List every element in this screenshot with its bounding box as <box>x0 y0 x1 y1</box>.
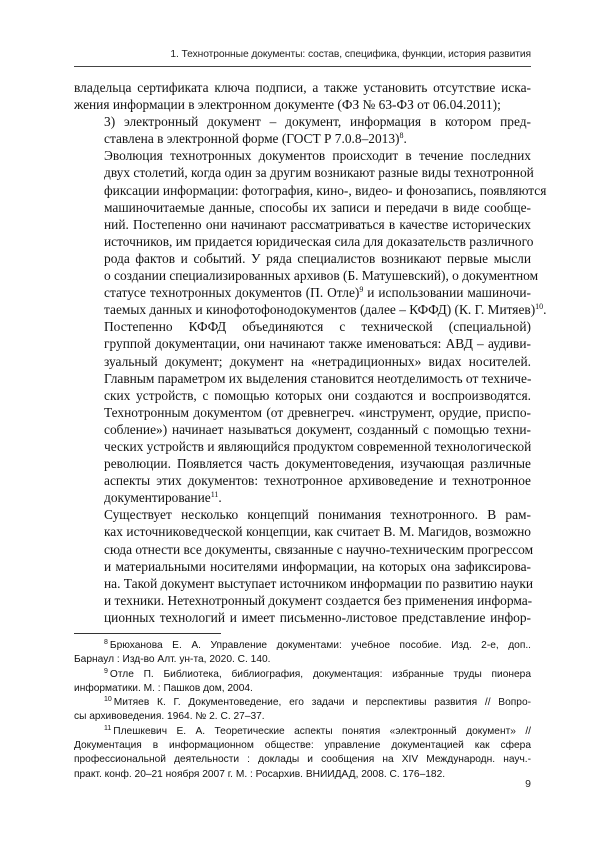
footnote-line: Документация в информационном обществе: управление документацией как сфера <box>74 740 531 752</box>
text-line: ках источниковедческой концепции, как считает В. М. Магидов, возможно <box>104 524 531 540</box>
text-line: и материальными носителями информации, на которых она зафиксирова- <box>104 558 531 574</box>
text-fragment: и использовании машиночи- <box>363 285 531 301</box>
text-line: ческих устройств и являющийся продуктом современной технологической <box>104 438 532 454</box>
text-line: рода фактов и событий. У ряда специалистов возникают первые мысли <box>104 250 531 266</box>
text-line: Технотронным документом (от древнегреч. «инструмент, орудие, приспо- <box>104 404 531 420</box>
paragraph-3 <box>74 147 547 318</box>
text-fragment: ставлена в электронной форме (ГОСТ Р 7.0.8–2013) <box>104 131 400 147</box>
text-line: Главным параметром их выделения становится неотделимость от техниче- <box>104 370 532 386</box>
text-line <box>74 130 531 147</box>
text-fragment: Митяев К. Г. Документоведение, его задачи и перспективы развития // Вопро- <box>113 697 531 709</box>
text-fragment: документирование <box>104 490 211 506</box>
footnote-mark: 8 <box>104 639 108 646</box>
text-line: жения информации в электронном документе (ФЗ № 63-ФЗ от 06.04.2011); <box>74 97 501 113</box>
header-rule <box>74 66 531 67</box>
footnote-mark: 9 <box>104 667 108 675</box>
text-line: 3) электронный документ – документ, информация в котором пред- <box>104 114 531 130</box>
text-line: владельца сертификата ключа подписи, а также установить отсутствие иска- <box>74 80 531 95</box>
text-line: аспекты этих документов: технотронное архивоведение и технотронное <box>104 473 531 489</box>
footnote-line <box>74 668 531 682</box>
text-line: зуальный документ; документ на «нетрадиционных» видах носителей. <box>104 353 531 369</box>
footnote-line: практ. конф. 20–21 ноября 2007 г. М. : Росархив. ВНИИДАД, 2008. С. 176–182. <box>74 768 446 780</box>
text-line: и техники. Нетехнотронный документ создается без применения информа- <box>104 592 533 608</box>
text-fragment: . <box>218 490 222 506</box>
footnote-line <box>74 696 531 710</box>
text-fragment: Отле П. Библиотека, библиография, документация: избранные труды пионера <box>109 668 531 680</box>
text-line: ционных технологий и имеет письменно-листовое представление инфор- <box>104 609 531 625</box>
footnote-line <box>74 725 531 739</box>
footnote-line: информатики. М. : Пашков дом, 2004. <box>74 682 253 694</box>
text-line: собление») начинает называться документ, созданный с помощью техни- <box>104 421 531 437</box>
text-fragment: таемых данных и кинофотофонодокументов (далее – КФФД) (К. Г. Митяев) <box>104 302 536 318</box>
text-line: Постепенно КФФД объединяются с технической (специальной) <box>104 319 531 335</box>
running-head: 1. Технотронные документы: состав, специфика, функции, история развития <box>170 49 531 60</box>
footnote-ref-11[interactable]: 11 <box>210 490 219 500</box>
text-line: о создании специализированных архивов (Б. Матушевский), о документном <box>104 268 539 284</box>
footnote-line <box>74 639 531 653</box>
footnote-9 <box>74 668 531 697</box>
text-line <box>74 489 531 506</box>
text-line: ских устройств, с помощью которых они создаются и воспроизводятся. <box>104 387 531 403</box>
text-fragment: . <box>543 302 547 318</box>
text-line: Существует несколько концепций понимания технотронного. В рам- <box>104 507 531 523</box>
text-line: группой документации, они начинают также именоваться: АВД – аудиви- <box>104 336 531 352</box>
page-number: 9 <box>525 778 531 790</box>
footnote-line: профессиональной деятельности : доклады и сообщения на XIV Международн. науч.- <box>74 754 531 766</box>
main-text <box>74 79 547 626</box>
footnote-line: Барнаул : Изд-во Алт. ун-та, 2020. С. 140. <box>74 654 271 666</box>
footnote-line: сы архивоведения. 1964. № 2. С. 27–37. <box>74 711 265 723</box>
text-fragment: статусе технотронных документов (П. Отле) <box>104 285 360 301</box>
text-line: фиксации информации: фотография, кино-, видео- и фонозапись, появляются <box>104 182 547 198</box>
text-line: сюда отнести все документы, связанные с научно-техническим прогрессом <box>104 541 534 557</box>
paragraph-5 <box>74 506 534 626</box>
footnote-10 <box>74 696 531 725</box>
footnote-separator <box>74 633 221 634</box>
text-line: на. Такой документ выступает источником информации по развитию науки <box>104 575 534 591</box>
paragraph-4 <box>74 318 531 506</box>
paragraph-2 <box>74 113 531 147</box>
text-line: Эволюция технотронных документов происходит в течение последних <box>104 148 531 164</box>
text-line: источников, им придается юридическая сила для доказательств различного <box>104 233 534 249</box>
text-fragment: Брюханова Е. А. Управление документами: учебное пособие. Изд. 2-е, доп.. <box>109 640 531 651</box>
footnote-11 <box>74 725 531 782</box>
text-line: машиночитаемые данные, способы их записи и передачи в виде сообще- <box>104 199 531 215</box>
footnote-8 <box>74 639 531 668</box>
paragraph-1 <box>74 79 531 113</box>
footnotes <box>74 639 531 782</box>
footnote-ref-8[interactable]: 8 <box>399 131 404 141</box>
text-line: ний. Постепенно они начинают рассматриваться в качестве исторических <box>104 216 531 232</box>
text-fragment: . <box>403 131 407 147</box>
text-line <box>74 284 531 301</box>
text-line: революции. Появляется часть документоведения, изучающая различные <box>104 456 531 472</box>
footnote-mark: 10 <box>104 696 112 704</box>
footnote-mark: 11 <box>104 724 112 732</box>
text-line <box>74 301 547 318</box>
footnote-ref-10[interactable]: 10 <box>535 302 544 312</box>
text-line: двух столетий, когда один за другим возникают разные виды технотронной <box>104 165 534 181</box>
footnote-ref-9[interactable]: 9 <box>359 285 364 295</box>
text-fragment: Плешкевич Е. А. Теоретические аспекты понятия «электронный документ» // <box>113 725 531 737</box>
